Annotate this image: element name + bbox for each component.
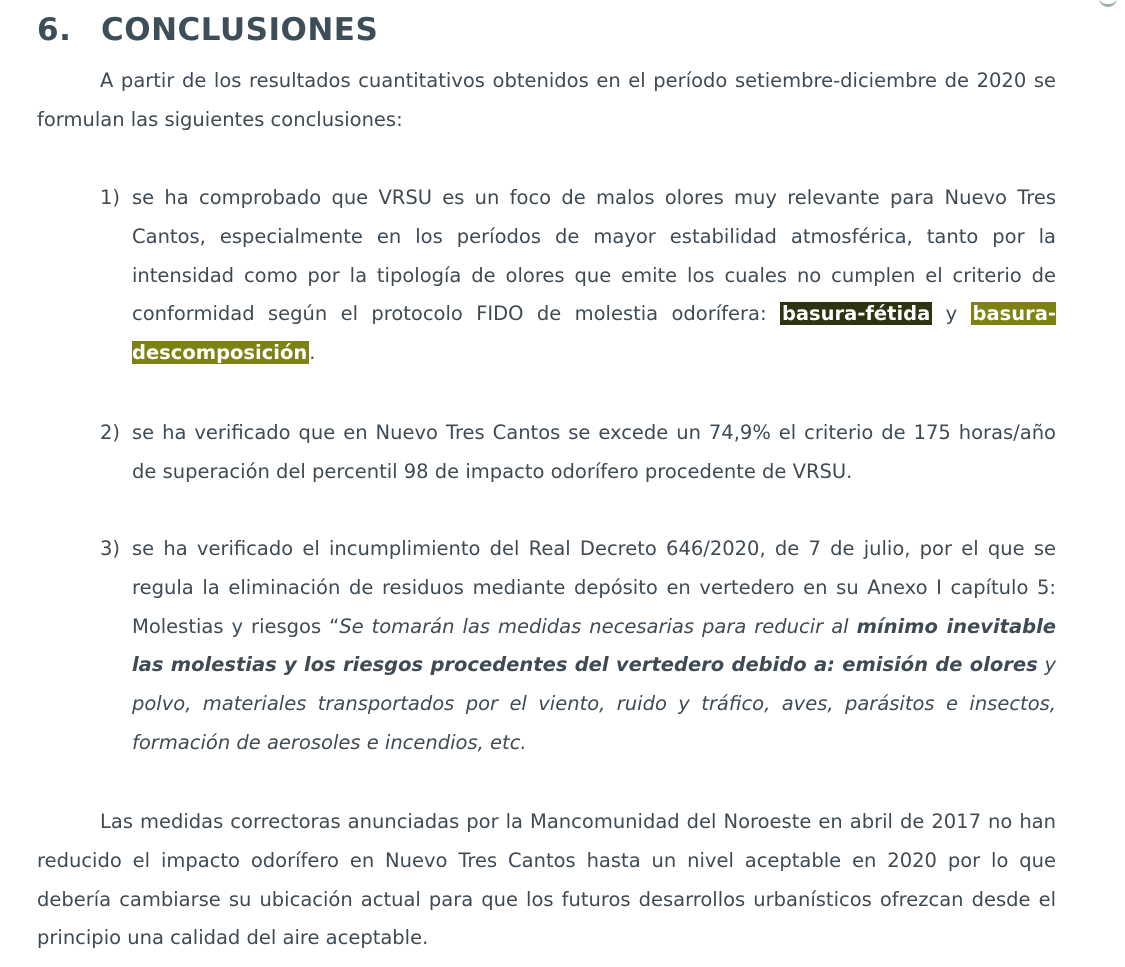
conclusion-text-plain: se ha verificado el incumplimiento del Real Decreto 646/2020, de 7 de julio, por el que se regula la eliminación de residuos mediante depósito en vertedero en su Anexo I capítulo 5: Molestias y riesgos “ bbox=[132, 537, 1056, 638]
section-heading bbox=[37, 8, 378, 52]
quote-bold-italic: mínimo inevitable las molestias y los riesgos procedentes del vertedero debido a: emisión de olores bbox=[132, 614, 1056, 677]
closing-paragraph: Las medidas correctoras anunciadas por la Mancomunidad del Noroeste en abril de 2017 no han reducido el impacto odorífero en Nuevo Tres Cantos hasta un nivel aceptable en 2020 por lo que debería cambiarse su ubicación actual para que los futuros desarrollos urbanísticos ofrezcan desde el principio una calidad del aire aceptable. bbox=[37, 810, 1056, 950]
conclusion-text-main: se ha comprobado que VRSU es un foco de malos olores muy relevante para Nuevo Tres Cantos, especialmente en los períodos de mayor estabilidad atmosférica, tanto por la intensidad como por la tipología de olores que emite los cuales no cumplen el criterio de conformidad según el protocolo FIDO de molestia odorífera: bbox=[132, 186, 1056, 326]
conclusion-text bbox=[132, 179, 1056, 373]
quote-italic-2: y polvo, materiales transportados por el viento, ruido y tráfico, aves, parásitos e insectos, formación de aerosoles e incendios, etc. bbox=[132, 653, 1056, 754]
conclusion-item-3 bbox=[100, 530, 1056, 763]
quote-italic-1: Se tomarán las medidas necesarias para reducir al bbox=[339, 614, 857, 638]
page-corner-mark bbox=[1099, 0, 1117, 7]
highlight-basura-descomposicion: basura-descomposición bbox=[132, 302, 1056, 365]
conclusion-item-1 bbox=[100, 179, 1056, 373]
section-title: CONCLUSIONES bbox=[101, 12, 379, 48]
connector-text: y bbox=[932, 302, 971, 326]
list-marker: 2) bbox=[100, 421, 121, 444]
list-marker: 3) bbox=[100, 537, 121, 560]
section-number: 6. bbox=[37, 12, 72, 48]
list-marker: 1) bbox=[100, 186, 121, 209]
intro-paragraph: A partir de los resultados cuantitativos obtenidos en el período setiembre-diciembre de 2020 se formulan las siguientes conclusiones: bbox=[37, 69, 1056, 131]
conclusion-item-2 bbox=[100, 414, 1056, 492]
highlight-basura-fetida: basura-fétida bbox=[781, 302, 931, 326]
conclusion-text bbox=[132, 530, 1056, 763]
sentence-end: . bbox=[309, 341, 316, 365]
conclusion-text: se ha verificado que en Nuevo Tres Cantos se excede un 74,9% el criterio de 175 horas/año de superación del percentil 98 de impacto odorífero procedente de VRSU. bbox=[132, 421, 1056, 483]
